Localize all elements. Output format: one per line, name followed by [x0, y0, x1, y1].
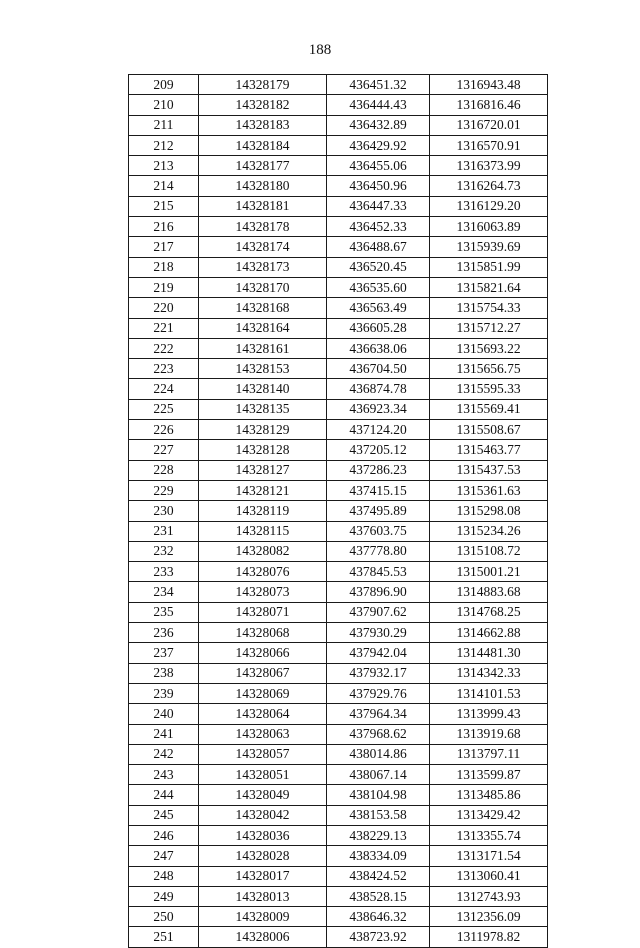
point-id-cell: 14328042 — [199, 805, 327, 825]
point-id-cell: 14328177 — [199, 156, 327, 176]
y-coordinate-cell: 1316063.89 — [430, 217, 548, 237]
point-id-cell: 14328178 — [199, 217, 327, 237]
y-coordinate-cell: 1313355.74 — [430, 825, 548, 845]
point-number-cell: 220 — [129, 298, 199, 318]
x-coordinate-cell: 437964.34 — [327, 704, 430, 724]
table-row — [129, 176, 548, 196]
table-row — [129, 318, 548, 338]
point-number-cell: 240 — [129, 704, 199, 724]
point-id-cell: 14328174 — [199, 237, 327, 257]
x-coordinate-cell: 438424.52 — [327, 866, 430, 886]
x-coordinate-cell: 438528.15 — [327, 886, 430, 906]
y-coordinate-cell: 1316264.73 — [430, 176, 548, 196]
table-row — [129, 602, 548, 622]
x-coordinate-cell: 438067.14 — [327, 765, 430, 785]
point-id-cell: 14328028 — [199, 846, 327, 866]
point-number-cell: 243 — [129, 765, 199, 785]
point-id-cell: 14328057 — [199, 744, 327, 764]
y-coordinate-cell: 1314662.88 — [430, 623, 548, 643]
x-coordinate-cell: 436563.49 — [327, 298, 430, 318]
x-coordinate-cell: 436923.34 — [327, 399, 430, 419]
y-coordinate-cell: 1312743.93 — [430, 886, 548, 906]
point-number-cell: 239 — [129, 683, 199, 703]
point-number-cell: 218 — [129, 257, 199, 277]
point-number-cell: 232 — [129, 541, 199, 561]
y-coordinate-cell: 1315851.99 — [430, 257, 548, 277]
point-id-cell: 14328180 — [199, 176, 327, 196]
point-number-cell: 226 — [129, 420, 199, 440]
y-coordinate-cell: 1313599.87 — [430, 765, 548, 785]
y-coordinate-cell: 1316816.46 — [430, 95, 548, 115]
y-coordinate-cell: 1314768.25 — [430, 602, 548, 622]
point-id-cell: 14328115 — [199, 521, 327, 541]
point-id-cell: 14328153 — [199, 359, 327, 379]
point-id-cell: 14328182 — [199, 95, 327, 115]
point-number-cell: 246 — [129, 825, 199, 845]
point-number-cell: 234 — [129, 582, 199, 602]
point-id-cell: 14328184 — [199, 135, 327, 155]
x-coordinate-cell: 436429.92 — [327, 135, 430, 155]
point-number-cell: 221 — [129, 318, 199, 338]
table-row — [129, 927, 548, 947]
point-id-cell: 14328071 — [199, 602, 327, 622]
point-id-cell: 14328076 — [199, 562, 327, 582]
table-row — [129, 420, 548, 440]
table-row — [129, 521, 548, 541]
point-number-cell: 228 — [129, 460, 199, 480]
y-coordinate-cell: 1314342.33 — [430, 663, 548, 683]
table-row — [129, 825, 548, 845]
y-coordinate-cell: 1314481.30 — [430, 643, 548, 663]
point-number-cell: 233 — [129, 562, 199, 582]
point-number-cell: 230 — [129, 501, 199, 521]
table-row — [129, 765, 548, 785]
y-coordinate-cell: 1314101.53 — [430, 683, 548, 703]
y-coordinate-cell: 1314883.68 — [430, 582, 548, 602]
x-coordinate-cell: 436451.32 — [327, 75, 430, 95]
point-id-cell: 14328119 — [199, 501, 327, 521]
x-coordinate-cell: 437495.89 — [327, 501, 430, 521]
point-number-cell: 214 — [129, 176, 199, 196]
table-row — [129, 440, 548, 460]
x-coordinate-cell: 437205.12 — [327, 440, 430, 460]
y-coordinate-cell: 1315437.53 — [430, 460, 548, 480]
x-coordinate-cell: 436488.67 — [327, 237, 430, 257]
table-row — [129, 115, 548, 135]
table-row — [129, 338, 548, 358]
table-row — [129, 623, 548, 643]
x-coordinate-cell: 438014.86 — [327, 744, 430, 764]
table-row — [129, 156, 548, 176]
point-number-cell: 250 — [129, 907, 199, 927]
point-id-cell: 14328063 — [199, 724, 327, 744]
x-coordinate-cell: 437968.62 — [327, 724, 430, 744]
table-row — [129, 196, 548, 216]
point-number-cell: 235 — [129, 602, 199, 622]
x-coordinate-cell: 436432.89 — [327, 115, 430, 135]
point-number-cell: 249 — [129, 886, 199, 906]
point-number-cell: 223 — [129, 359, 199, 379]
table-row — [129, 683, 548, 703]
y-coordinate-cell: 1315298.08 — [430, 501, 548, 521]
y-coordinate-cell: 1313171.54 — [430, 846, 548, 866]
point-id-cell: 14328140 — [199, 379, 327, 399]
x-coordinate-cell: 436535.60 — [327, 277, 430, 297]
table-row — [129, 541, 548, 561]
point-id-cell: 14328036 — [199, 825, 327, 845]
x-coordinate-cell: 436455.06 — [327, 156, 430, 176]
table-row — [129, 257, 548, 277]
x-coordinate-cell: 437603.75 — [327, 521, 430, 541]
y-coordinate-cell: 1316943.48 — [430, 75, 548, 95]
point-number-cell: 225 — [129, 399, 199, 419]
y-coordinate-cell: 1315361.63 — [430, 480, 548, 500]
point-id-cell: 14328170 — [199, 277, 327, 297]
y-coordinate-cell: 1316720.01 — [430, 115, 548, 135]
y-coordinate-cell: 1315001.21 — [430, 562, 548, 582]
y-coordinate-cell: 1313485.86 — [430, 785, 548, 805]
point-id-cell: 14328073 — [199, 582, 327, 602]
point-id-cell: 14328179 — [199, 75, 327, 95]
point-number-cell: 251 — [129, 927, 199, 947]
x-coordinate-cell: 438723.92 — [327, 927, 430, 947]
y-coordinate-cell: 1315821.64 — [430, 277, 548, 297]
table-row — [129, 582, 548, 602]
x-coordinate-cell: 436520.45 — [327, 257, 430, 277]
table-row — [129, 866, 548, 886]
table-row — [129, 663, 548, 683]
point-id-cell: 14328066 — [199, 643, 327, 663]
table-row — [129, 704, 548, 724]
point-number-cell: 229 — [129, 480, 199, 500]
x-coordinate-cell: 437929.76 — [327, 683, 430, 703]
x-coordinate-cell: 436605.28 — [327, 318, 430, 338]
x-coordinate-cell: 437286.23 — [327, 460, 430, 480]
x-coordinate-cell: 436452.33 — [327, 217, 430, 237]
point-number-cell: 238 — [129, 663, 199, 683]
table-row — [129, 399, 548, 419]
point-number-cell: 212 — [129, 135, 199, 155]
y-coordinate-cell: 1316373.99 — [430, 156, 548, 176]
y-coordinate-cell: 1315939.69 — [430, 237, 548, 257]
x-coordinate-cell: 437932.17 — [327, 663, 430, 683]
point-id-cell: 14328051 — [199, 765, 327, 785]
table-row — [129, 785, 548, 805]
point-id-cell: 14328128 — [199, 440, 327, 460]
point-id-cell: 14328017 — [199, 866, 327, 886]
table-row — [129, 75, 548, 95]
point-number-cell: 222 — [129, 338, 199, 358]
y-coordinate-cell: 1311978.82 — [430, 927, 548, 947]
point-number-cell: 210 — [129, 95, 199, 115]
x-coordinate-cell: 436450.96 — [327, 176, 430, 196]
page-number: 188 — [308, 42, 332, 58]
table-row — [129, 501, 548, 521]
table-row — [129, 724, 548, 744]
table-row — [129, 298, 548, 318]
table-row — [129, 744, 548, 764]
x-coordinate-cell: 437896.90 — [327, 582, 430, 602]
point-number-cell: 241 — [129, 724, 199, 744]
y-coordinate-cell: 1315463.77 — [430, 440, 548, 460]
x-coordinate-cell: 438334.09 — [327, 846, 430, 866]
x-coordinate-cell: 438153.58 — [327, 805, 430, 825]
point-id-cell: 14328129 — [199, 420, 327, 440]
point-number-cell: 242 — [129, 744, 199, 764]
y-coordinate-cell: 1315234.26 — [430, 521, 548, 541]
y-coordinate-cell: 1313429.42 — [430, 805, 548, 825]
point-number-cell: 219 — [129, 277, 199, 297]
table-row — [129, 460, 548, 480]
table-row — [129, 379, 548, 399]
point-id-cell: 14328161 — [199, 338, 327, 358]
y-coordinate-cell: 1315108.72 — [430, 541, 548, 561]
x-coordinate-cell: 438646.32 — [327, 907, 430, 927]
point-number-cell: 248 — [129, 866, 199, 886]
y-coordinate-cell: 1315569.41 — [430, 399, 548, 419]
point-id-cell: 14328168 — [199, 298, 327, 318]
point-id-cell: 14328049 — [199, 785, 327, 805]
point-number-cell: 245 — [129, 805, 199, 825]
point-id-cell: 14328064 — [199, 704, 327, 724]
y-coordinate-cell: 1312356.09 — [430, 907, 548, 927]
point-number-cell: 209 — [129, 75, 199, 95]
table-row — [129, 886, 548, 906]
point-number-cell: 237 — [129, 643, 199, 663]
x-coordinate-cell: 437415.15 — [327, 480, 430, 500]
point-id-cell: 14328013 — [199, 886, 327, 906]
point-id-cell: 14328069 — [199, 683, 327, 703]
point-id-cell: 14328183 — [199, 115, 327, 135]
coordinates-table — [128, 74, 548, 948]
x-coordinate-cell: 438229.13 — [327, 825, 430, 845]
point-number-cell: 224 — [129, 379, 199, 399]
table-row — [129, 135, 548, 155]
x-coordinate-cell: 437124.20 — [327, 420, 430, 440]
point-id-cell: 14328181 — [199, 196, 327, 216]
table-row — [129, 480, 548, 500]
coordinates-table-body — [129, 75, 548, 948]
point-id-cell: 14328009 — [199, 907, 327, 927]
table-row — [129, 237, 548, 257]
point-id-cell: 14328067 — [199, 663, 327, 683]
x-coordinate-cell: 436638.06 — [327, 338, 430, 358]
y-coordinate-cell: 1313919.68 — [430, 724, 548, 744]
x-coordinate-cell: 437845.53 — [327, 562, 430, 582]
point-number-cell: 247 — [129, 846, 199, 866]
y-coordinate-cell: 1315693.22 — [430, 338, 548, 358]
x-coordinate-cell: 438104.98 — [327, 785, 430, 805]
table-row — [129, 643, 548, 663]
point-id-cell: 14328068 — [199, 623, 327, 643]
point-number-cell: 236 — [129, 623, 199, 643]
table-row — [129, 217, 548, 237]
point-number-cell: 227 — [129, 440, 199, 460]
point-number-cell: 213 — [129, 156, 199, 176]
table-row — [129, 95, 548, 115]
point-number-cell: 244 — [129, 785, 199, 805]
point-number-cell: 217 — [129, 237, 199, 257]
x-coordinate-cell: 437930.29 — [327, 623, 430, 643]
point-number-cell: 211 — [129, 115, 199, 135]
y-coordinate-cell: 1315712.27 — [430, 318, 548, 338]
point-id-cell: 14328121 — [199, 480, 327, 500]
table-row — [129, 805, 548, 825]
y-coordinate-cell: 1313999.43 — [430, 704, 548, 724]
x-coordinate-cell: 436874.78 — [327, 379, 430, 399]
point-id-cell: 14328082 — [199, 541, 327, 561]
point-id-cell: 14328173 — [199, 257, 327, 277]
y-coordinate-cell: 1315656.75 — [430, 359, 548, 379]
y-coordinate-cell: 1313797.11 — [430, 744, 548, 764]
y-coordinate-cell: 1315595.33 — [430, 379, 548, 399]
y-coordinate-cell: 1313060.41 — [430, 866, 548, 886]
point-number-cell: 231 — [129, 521, 199, 541]
y-coordinate-cell: 1315508.67 — [430, 420, 548, 440]
y-coordinate-cell: 1316129.20 — [430, 196, 548, 216]
point-number-cell: 215 — [129, 196, 199, 216]
x-coordinate-cell: 436704.50 — [327, 359, 430, 379]
point-id-cell: 14328006 — [199, 927, 327, 947]
x-coordinate-cell: 436444.43 — [327, 95, 430, 115]
point-number-cell: 216 — [129, 217, 199, 237]
table-row — [129, 359, 548, 379]
table-row — [129, 907, 548, 927]
y-coordinate-cell: 1315754.33 — [430, 298, 548, 318]
table-row — [129, 277, 548, 297]
x-coordinate-cell: 437942.04 — [327, 643, 430, 663]
table-row — [129, 562, 548, 582]
x-coordinate-cell: 437907.62 — [327, 602, 430, 622]
x-coordinate-cell: 437778.80 — [327, 541, 430, 561]
point-id-cell: 14328164 — [199, 318, 327, 338]
point-id-cell: 14328135 — [199, 399, 327, 419]
point-id-cell: 14328127 — [199, 460, 327, 480]
x-coordinate-cell: 436447.33 — [327, 196, 430, 216]
y-coordinate-cell: 1316570.91 — [430, 135, 548, 155]
table-row — [129, 846, 548, 866]
